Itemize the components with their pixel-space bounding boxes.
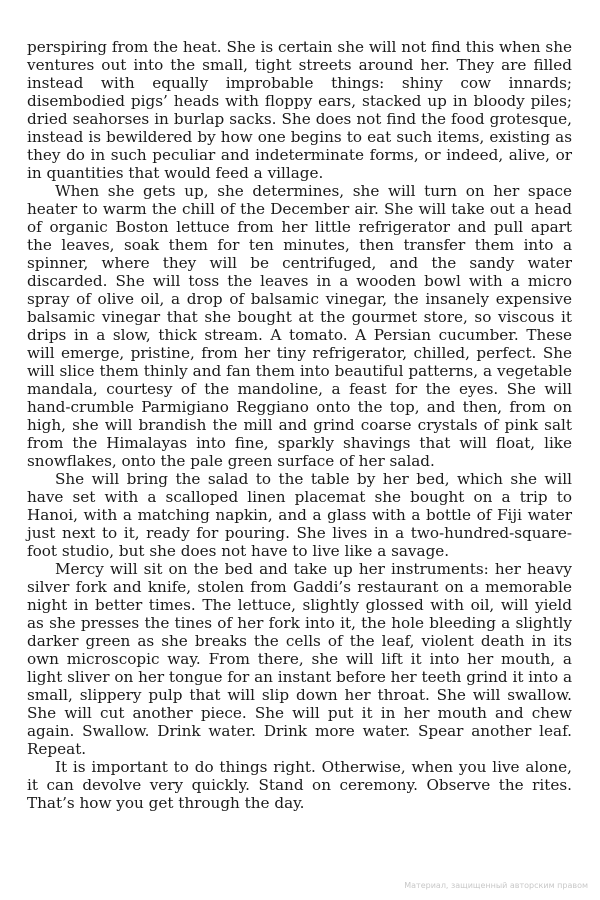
paragraph-3: She will bring the salad to the table by her bed, which she will have set with a scalloped linen placemat she bought on a trip to Hanoi, with a matching napkin, and a glass with a bottle of Fiji water just next to it, ready for pouring. She lives in a two-hundred-square-foot studio, but she does not have to live like a savage. bbox=[27, 470, 572, 560]
paragraph-5: It is important to do things right. Otherwise, when you live alone, it can devolve very quickly. Stand on ceremony. Observe the rites. That’s how you get through the day. bbox=[27, 758, 572, 812]
paragraph-1: perspiring from the heat. She is certain she will not find this when she ventures out into the small, tight streets around her. They are filled instead with equally improbable things: shiny cow innards; disembodied pigs’ heads with floppy ears, stacked up in bloody piles; dried seahorses in burlap sacks. She does not find the food grotesque, instead is bewildered by how one begins to eat such items, existing as they do in such peculiar and indeterminate forms, or indeed, alive, or in quantities that would feed a village. bbox=[27, 38, 572, 182]
copyright-watermark: Материал, защищенный авторским правом bbox=[404, 881, 588, 890]
paragraph-2: When she gets up, she determines, she will turn on her space heater to warm the chill of the December air. She will take out a head of organic Boston lettuce from her little refrigerator and pull apart the leaves, soak them for ten minutes, then transfer them into a spinner, where they will be centrifuged, and the sandy water discarded. She will toss the leaves in a wooden bowl with a micro spray of olive oil, a drop of balsamic vinegar, the insanely expensive balsamic vinegar that she bought at the gourmet store, so viscous it drips in a slow, thick stream. A tomato. A Persian cucumber. These will emerge, pristine, from her tiny refrigerator, chilled, perfect. She will slice them thinly and fan them into beautiful patterns, a vegetable mandala, courtesy of the mandoline, a feast for the eyes. She will hand-crumble Parmigiano Reggiano onto the top, and then, from on high, she will brandish the mill and grind coarse crystals of pink salt from the Himalayas into fine, sparkly shavings that will float, like snowflakes, onto the pale green surface of her salad. bbox=[27, 182, 572, 470]
paragraph-4: Mercy will sit on the bed and take up her instruments: her heavy silver fork and knife, stolen from Gaddi’s restaurant on a memorable night in better times. The lettuce, slightly glossed with oil, will yield as she presses the tines of her fork into it, the hole bleeding a slightly darker green as she breaks the cells of the leaf, violent death in its own microscopic way. From there, she will lift it into her mouth, a light sliver on her tongue for an instant before her teeth grind it into a small, slippery pulp that will slip down her throat. She will swallow. She will cut another piece. She will put it in her mouth and chew again. Swallow. Drink water. Drink more water. Spear another leaf. Repeat. bbox=[27, 560, 573, 758]
page-body bbox=[27, 38, 572, 812]
